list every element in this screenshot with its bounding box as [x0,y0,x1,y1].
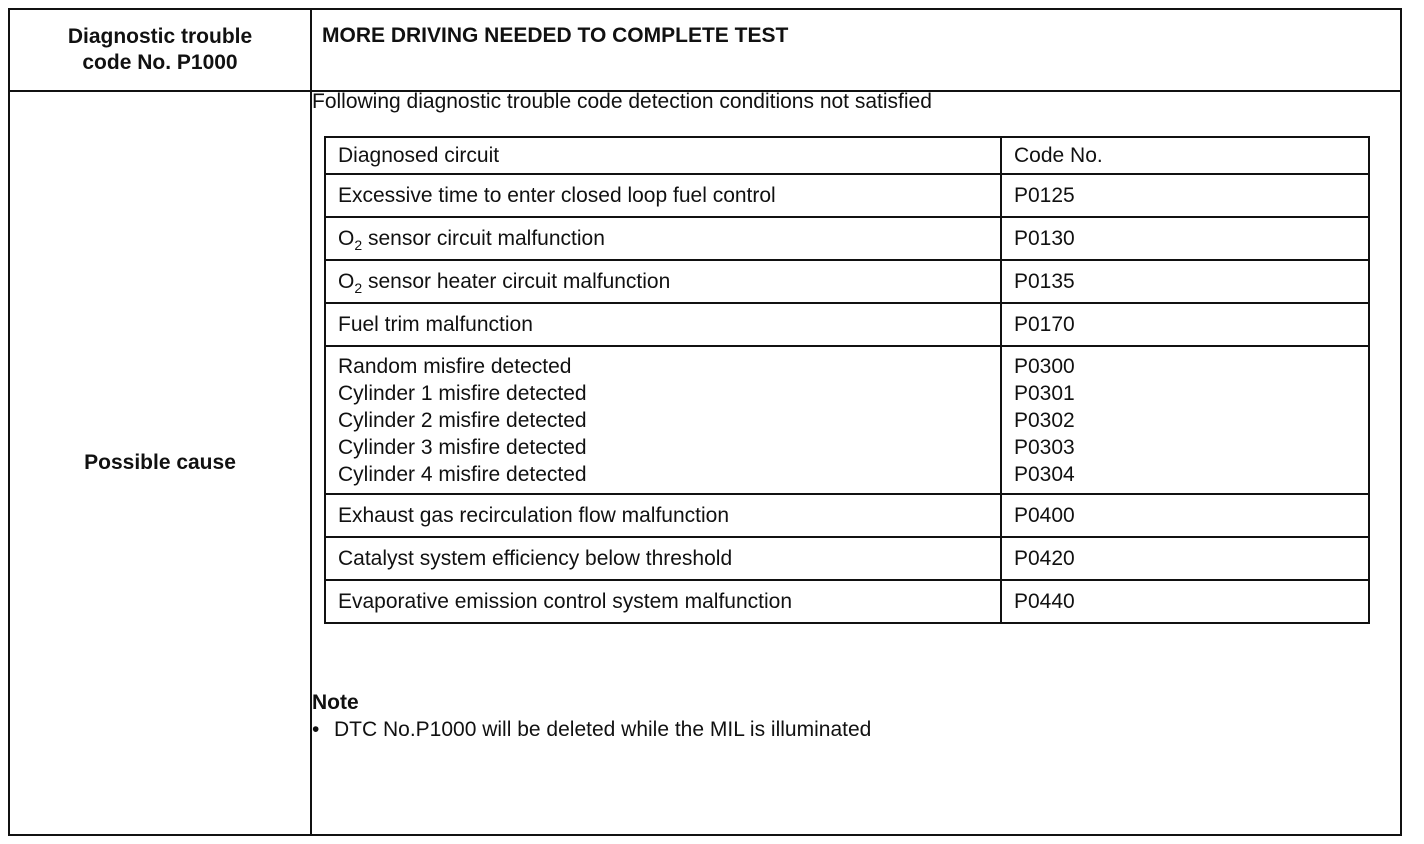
code-text: P0440 [1014,590,1075,613]
col-header-code: Code No. [1001,137,1369,174]
circuit-text: Cylinder 1 misfire detected [338,381,587,405]
code-text: P0303 [1014,435,1075,459]
code-text: P0130 [1014,227,1075,250]
circuit-text: Random misfire detected [338,354,572,378]
dtc-label-cell [10,10,310,90]
code-text: P0300 [1014,354,1075,378]
code-cell [1001,303,1369,346]
code-text: P0304 [1014,462,1075,486]
diagnosed-circuit-table [324,136,1370,624]
circuit-text: Evaporative emission control system malfunction [338,590,793,613]
code-text: P0125 [1014,184,1075,207]
circuit-cell [325,580,1001,623]
table-row [325,260,1369,303]
circuit-text: Cylinder 3 misfire detected [338,435,587,459]
code-text: P0420 [1014,547,1075,570]
code-text: P0301 [1014,381,1075,405]
possible-cause-label: Possible cause [84,451,236,474]
table-row [325,303,1369,346]
code-cell [1001,537,1369,580]
code-cell [1001,346,1369,494]
circuit-text: Catalyst system efficiency below threshold [338,547,733,570]
code-cell [1001,494,1369,537]
circuit-cell [325,174,1001,217]
bullet-icon: • [312,718,320,741]
table-row [325,580,1369,623]
col-header-circuit: Diagnosed circuit [325,137,1001,174]
code-text: P0170 [1014,313,1075,336]
circuit-text: Cylinder 4 misfire detected [338,462,587,486]
circuit-text: Fuel trim malfunction [338,313,533,336]
note-item [312,718,871,742]
circuit-cell [325,217,1001,260]
table-row [325,346,1369,494]
note-item-text: DTC No.P1000 will be deleted while the MIL is illuminated [334,718,872,741]
circuit-text: Excessive time to enter closed loop fuel control [338,184,776,207]
code-cell [1001,580,1369,623]
circuit-cell [325,303,1001,346]
table-row [325,494,1369,537]
table-row [325,174,1369,217]
dtc-title: MORE DRIVING NEEDED TO COMPLETE TEST [322,24,789,47]
circuit-text: Cylinder 2 misfire detected [338,408,587,432]
circuit-text: $O_2$ sensor heater circuit malfunction [338,270,671,297]
code-cell [1001,174,1369,217]
circuit-cell [325,346,1001,494]
code-text: P0400 [1014,504,1075,527]
circuit-text: $O_2$ sensor circuit malfunction [338,227,605,254]
dtc-label-line2: code No. P1000 [82,51,238,74]
code-text: P0302 [1014,408,1075,432]
circuit-cell [325,494,1001,537]
code-text: P0135 [1014,270,1075,293]
circuit-cell [325,260,1001,303]
code-cell [1001,260,1369,303]
table-row [325,537,1369,580]
intro-text: Following diagnostic trouble code detection conditions not satisfied [312,90,932,113]
circuit-text: Exhaust gas recirculation flow malfunction [338,504,730,527]
table-header-row [325,137,1369,174]
note-title: Note [312,691,359,714]
code-cell [1001,217,1369,260]
dtc-label-line1: Diagnostic trouble [67,25,253,48]
circuit-cell [325,537,1001,580]
table-row [325,217,1369,260]
